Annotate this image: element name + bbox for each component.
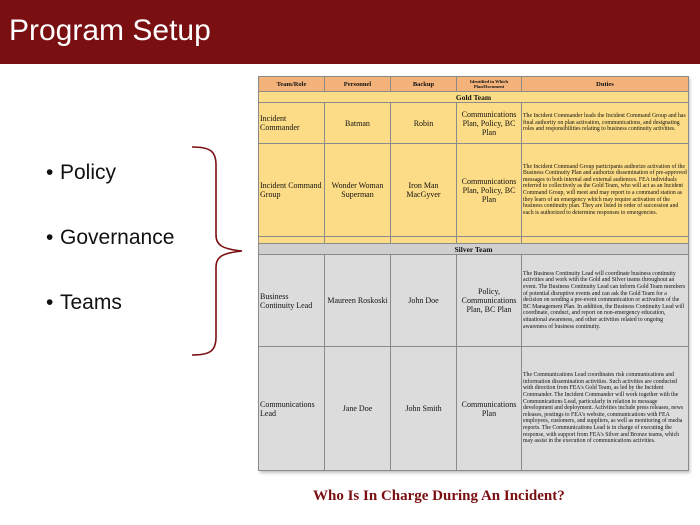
role-cell: Incident Commander <box>259 103 325 144</box>
role-cell: Incident Command Group <box>259 144 325 237</box>
table-header-row <box>259 77 689 92</box>
gold-team-row <box>259 92 689 103</box>
personnel-cell: Maureen Roskoski <box>325 255 391 347</box>
spacer-cell <box>457 237 522 244</box>
bullet-label: Teams <box>60 291 122 314</box>
backup-cell: John Doe <box>391 255 457 347</box>
spacer-cell <box>325 237 391 244</box>
spacer-cell <box>259 237 325 244</box>
bullet-label: Policy <box>60 161 117 184</box>
header-backup: Backup <box>391 77 457 92</box>
backup-cell: John Smith <box>391 347 457 471</box>
table-row <box>259 255 689 347</box>
bullet-label: Governance <box>60 226 175 249</box>
bullet-dot-icon: • <box>46 226 54 249</box>
spacer-cell <box>522 237 689 244</box>
bullet-item <box>46 223 174 288</box>
bullet-item <box>46 288 174 353</box>
duties-cell: The Communications Lead coordinates risk communications and information dissemination activities. Such activities are conducted with direction from FEA's Gold Team, as led by the Incident Commander. The Incident Commander will work together with the Communications Lead, particularly in relation to message development and deployment. Activities include press releases, news releases, postings to FEA's website, communications with FEA employees, customers, and suppliers, as well as monitoring of media reports. The Communications Lead is in charge of executing the response, with support from FEA's Silver and Bronze teams, which may assist in the execution of communications activities. <box>522 347 689 471</box>
table-row <box>259 103 689 144</box>
header-duties: Duties <box>522 77 689 92</box>
bullet-item <box>46 158 174 223</box>
identified-cell: Communications Plan, Policy, BC Plan <box>457 103 522 144</box>
spacer-cell <box>391 237 457 244</box>
silver-team-row <box>259 244 689 255</box>
personnel-cell: Jane Doe <box>325 347 391 471</box>
header-personnel: Personnel <box>325 77 391 92</box>
silver-team-label: Silver Team <box>259 244 689 255</box>
backup-cell: Iron Man MacGyver <box>391 144 457 237</box>
slide-caption: Who Is In Charge During An Incident? <box>313 488 565 504</box>
bullet-dot-icon: • <box>46 161 54 184</box>
table-row <box>259 144 689 237</box>
identified-cell: Communications Plan <box>457 347 522 471</box>
duties-cell: The Incident Command Group participants authorize activation of the Business Continuity Plan and authorize dissemination of pre-approved messages to both internal and external audiences. FEA individuals referred to collectively as the Gold Team, who will act as an Incident Command Group, will meet and may report to a command station as they learn of an emergency which may require activation of the business continuity plan. They are listed in order of succession and each is authorized to determine responses to emergencies. <box>522 144 689 237</box>
title-bar <box>0 0 700 64</box>
personnel-cell: Batman <box>325 103 391 144</box>
bullet-list <box>46 158 174 353</box>
backup-cell: Robin <box>391 103 457 144</box>
team-table <box>258 76 689 471</box>
duties-cell: The Business Continuity Lead will coordinate business continuity activities and work with the Gold and Silver teams throughout an event. The Business Continuity Lead can inform Gold Team members of potential disruptive events and can ask the Gold Team for a decision on sending a pre-event communication or activation of the BC Management Plan. In addition, the Business Continuity Lead will coordinate, conduct, and report on non-emergency education, situational awareness, and other activities related to ongoing awareness of business continuity. <box>522 255 689 347</box>
gold-team-label: Gold Team <box>259 92 689 103</box>
spacer-row <box>259 237 689 244</box>
bullet-dot-icon: • <box>46 291 54 314</box>
duties-cell: The Incident Commander leads the Incident Command Group and has final authority on plan activation, communications, and designating roles and responsibilities relating to business continuity activities. <box>522 103 689 144</box>
identified-cell: Policy, Communications Plan, BC Plan <box>457 255 522 347</box>
curly-brace-icon <box>190 145 250 357</box>
personnel-cell: Wonder Woman Superman <box>325 144 391 237</box>
header-identified: Identified in Which Plan/Document <box>457 77 522 92</box>
role-cell: Communications Lead <box>259 347 325 471</box>
role-cell: Business Continuity Lead <box>259 255 325 347</box>
table-row <box>259 347 689 471</box>
responsibility-table <box>258 76 688 471</box>
header-team-role: Team/Role <box>259 77 325 92</box>
slide-title: Program Setup <box>9 14 211 47</box>
identified-cell: Communications Plan, Policy, BC Plan <box>457 144 522 237</box>
